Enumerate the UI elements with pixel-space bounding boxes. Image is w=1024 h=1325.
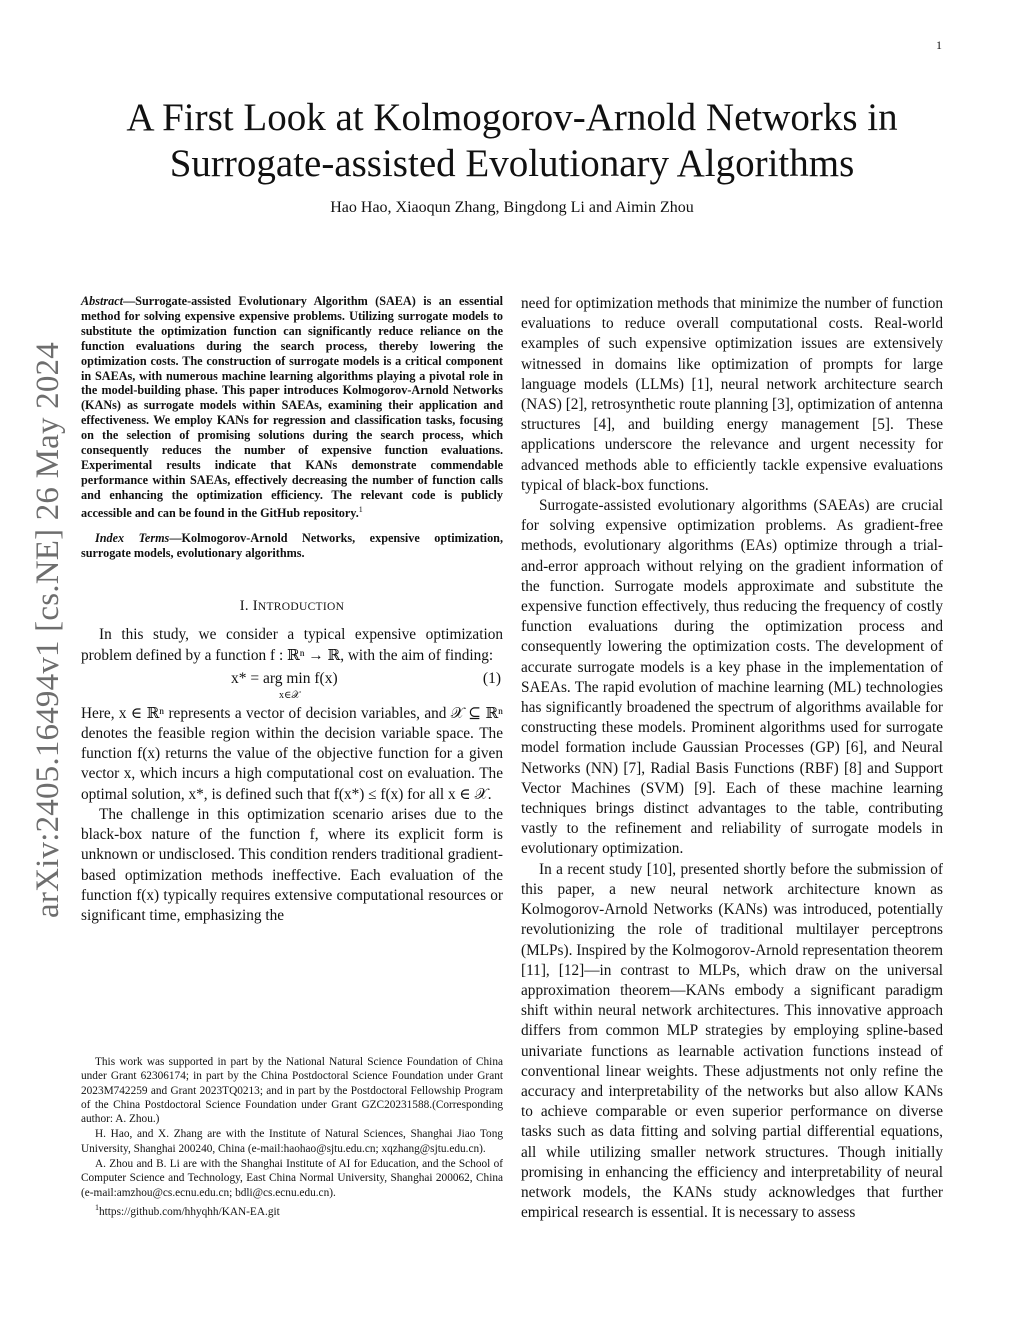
title-line-2: Surrogate-assisted Evolutionary Algorithms (169, 142, 855, 185)
footnote-affiliation-2: A. Zhou and B. Li are with the Shanghai Institute of AI for Education, and the School of Computer Science and Technology, East China Normal University, Shanghai 200062, China (e-mail:amzhou@cs.ecnu.edu.cn; bdli@cs.ecnu.edu.cn). (81, 1158, 503, 1199)
footnote-affiliation-1: H. Hao, and X. Zhang are with the Institute of Natural Sciences, Shanghai Jiao Tong University, Shanghai 200240, China (e-mail:haohao@sjtu.edu.cn; xqzhang@sjtu.edu.cn). (81, 1128, 503, 1155)
equation-expression (231, 669, 338, 701)
right-paragraph-3: In a recent study [10], presented shortly before the submission of this paper, a new neural network architecture known as Kolmogorov-Arnold Networks (KANs) was introduced, potentially revolutionizing the role of traditional multilayer perceptrons (MLPs). Inspired by the Kolmogorov-Arnold representation theorem [11], [12]—in contrast to MLPs, which draw on the universal approximation theorem—KANs embody a significant paradigm shift within neural network architectures. This innovative approach differs from common MLP strategies by employing spline-based univariate functions as learnable activation functions instead of conventional linear weights. These adjustments not only refine the accuracy and interpretability of the networks but also allow KANs to achieve comparable or even superior performance on diverse tasks such as data fitting and solving partial differential equations, all while utilizing smaller network structures. Though initially promising in enhancing the efficiency and interpretability of neural network models, the KANs study acknowledges that further empirical research is essential. It is necessary to assess (521, 860, 943, 1222)
index-terms (81, 531, 503, 561)
index-terms-text: —Kolmogorov-Arnold Networks, expensive optimization, surrogate models, evolutionary algorithms. (81, 530, 503, 560)
arxiv-identifier: arXiv:2405.16494v1 [cs.NE] 26 May 2024 (30, 342, 66, 918)
section-heading-introduction (81, 598, 503, 615)
intro-paragraph-2: Here, x ∈ ℝⁿ represents a vector of decision variables, and 𝒳 ⊆ ℝⁿ denotes the feasible region within the decision variable space. The function f(x) returns the value of the objective function for a given vector x, which incurs a high computational cost on evaluation. The optimal solution, x*, is defined such that f(x*) ≤ f(x) for all x ∈ 𝒳. (81, 704, 503, 803)
index-terms-label: Index Terms (95, 530, 170, 545)
equation-number: (1) (482, 669, 501, 687)
abstract-text: —Surrogate-assisted Evolutionary Algorithm (SAEA) is an essential method for solving expensive expensive problems. Utilizing surrogate models to substitute the optimization function can significantly reduce reliance on the function evaluations during the search process, thereby lowering the optimization costs. The construction of surrogate models is a critical component in SAEAs, with numerous machine learning algorithms playing a pivotal role in the model-building phase. This paper introduces Kolmogorov-Arnold Networks (KANs) as surrogate models within SAEAs, examining their application and effectiveness. We employ KANs for regression and classification tasks, focusing on the selection of promising solutions during the search process, which consequently reduces the number of expensive function evaluations. Experimental results indicate that KANs demonstrate commendable performance within SAEAs, effectively decreasing the number of function calls and enhancing the optimization efficiency. The relevant code is publicly accessible and can be found in the GitHub repository. (81, 294, 503, 520)
right-column (521, 294, 943, 1223)
footnote-funding: This work was supported in part by the National Natural Science Foundation of China under Grant 62306174; in part by the China Postdoctoral Science Foundation under Grant 2023M742259 and Grant 2023TQ0213; and in part by the Postdoctoral Fellowship Program of the China Postdoctoral Science Foundation under Grant GZC20231588.(Corresponding author: A. Zhou.) (81, 1056, 503, 1126)
title-line-1: A First Look at Kolmogorov-Arnold Networks in (126, 96, 898, 139)
section-numeral: I. (239, 598, 253, 615)
footnote-github-mark: 1 (95, 1202, 99, 1212)
abstract-footnote-mark: 1 (358, 504, 363, 514)
right-paragraph-1: need for optimization methods that minimize the number of function evaluations to reduce overall computational costs. Real-world examples of such expensive optimization issues are extensively witnessed in domains like optimization of prompts for large language models (LLMs) [1], neural network architecture search (NAS) [2], retrosynthetic route planning [3], optimization of antenna structures [4], and building energy management [5]. These applications underscore the relevance and urgent necessity for advanced methods able to efficiently tackle expensive evaluations typical of black-box functions. (521, 295, 943, 494)
page-number: 1 (936, 38, 942, 52)
equation-subscript: x∈𝒳 (279, 689, 301, 701)
section-rest: NTRODUCTION (257, 601, 345, 614)
equation-main: x* = arg min f(x) (231, 669, 338, 687)
paper-title (60, 95, 964, 187)
intro-paragraph-1: In this study, we consider a typical expensive optimization problem defined by a function f : ℝⁿ → ℝ, with the aim of finding: (81, 626, 503, 664)
footnotes (81, 1055, 503, 1220)
intro-paragraph-3: The challenge in this optimization scenario arises due to the black-box nature of the function f, where its explicit form is unknown or undisclosed. This condition renders traditional gradient-based optimization methods ineffective. Each evaluation of the function f(x) typically requires extensive computational resources or significant time, emphasizing the (81, 805, 503, 924)
left-column (81, 294, 503, 926)
footnote-github-url: https://github.com/hhyqhh/KAN-EA.git (99, 1205, 280, 1218)
section-first-letter: I (252, 598, 258, 615)
author-list: Hao Hao, Xiaoqun Zhang, Bingdong Li and Aimin Zhou (330, 199, 694, 216)
right-paragraph-2: Surrogate-assisted evolutionary algorithms (SAEAs) are crucial for solving expensive optimization problems. As gradient-free methods, evolutionary algorithms (EAs) optimize through a trial-and-error approach without relying on the gradient information of the function. Surrogate models approximate and substitute the expensive function effectively, thus reducing the frequency of costly function evaluations during the optimization process and consequently lowering the optimization costs. The development of accurate surrogate models is a key phase in the implementation of SAEAs. The rapid evolution of machine learning (ML) technologies has significantly broadened the spectrum of algorithms available for constructing these models. Prominent algorithms used for surrogate model formation include Gaussian Processes (GP) [6], and Neural Networks (NN) [7], Radial Basis Functions (RBF) [8] and Support Vector Machines (SVM) [9]. Each of these machine learning techniques brings distinct advantages to the table, contributing vastly to the refinement and reliability of surrogate models in evolutionary optimization. (521, 497, 943, 858)
abstract (81, 294, 503, 521)
footnote-github (81, 1201, 503, 1219)
abstract-label: Abstract (81, 294, 123, 308)
equation-1 (81, 666, 503, 704)
